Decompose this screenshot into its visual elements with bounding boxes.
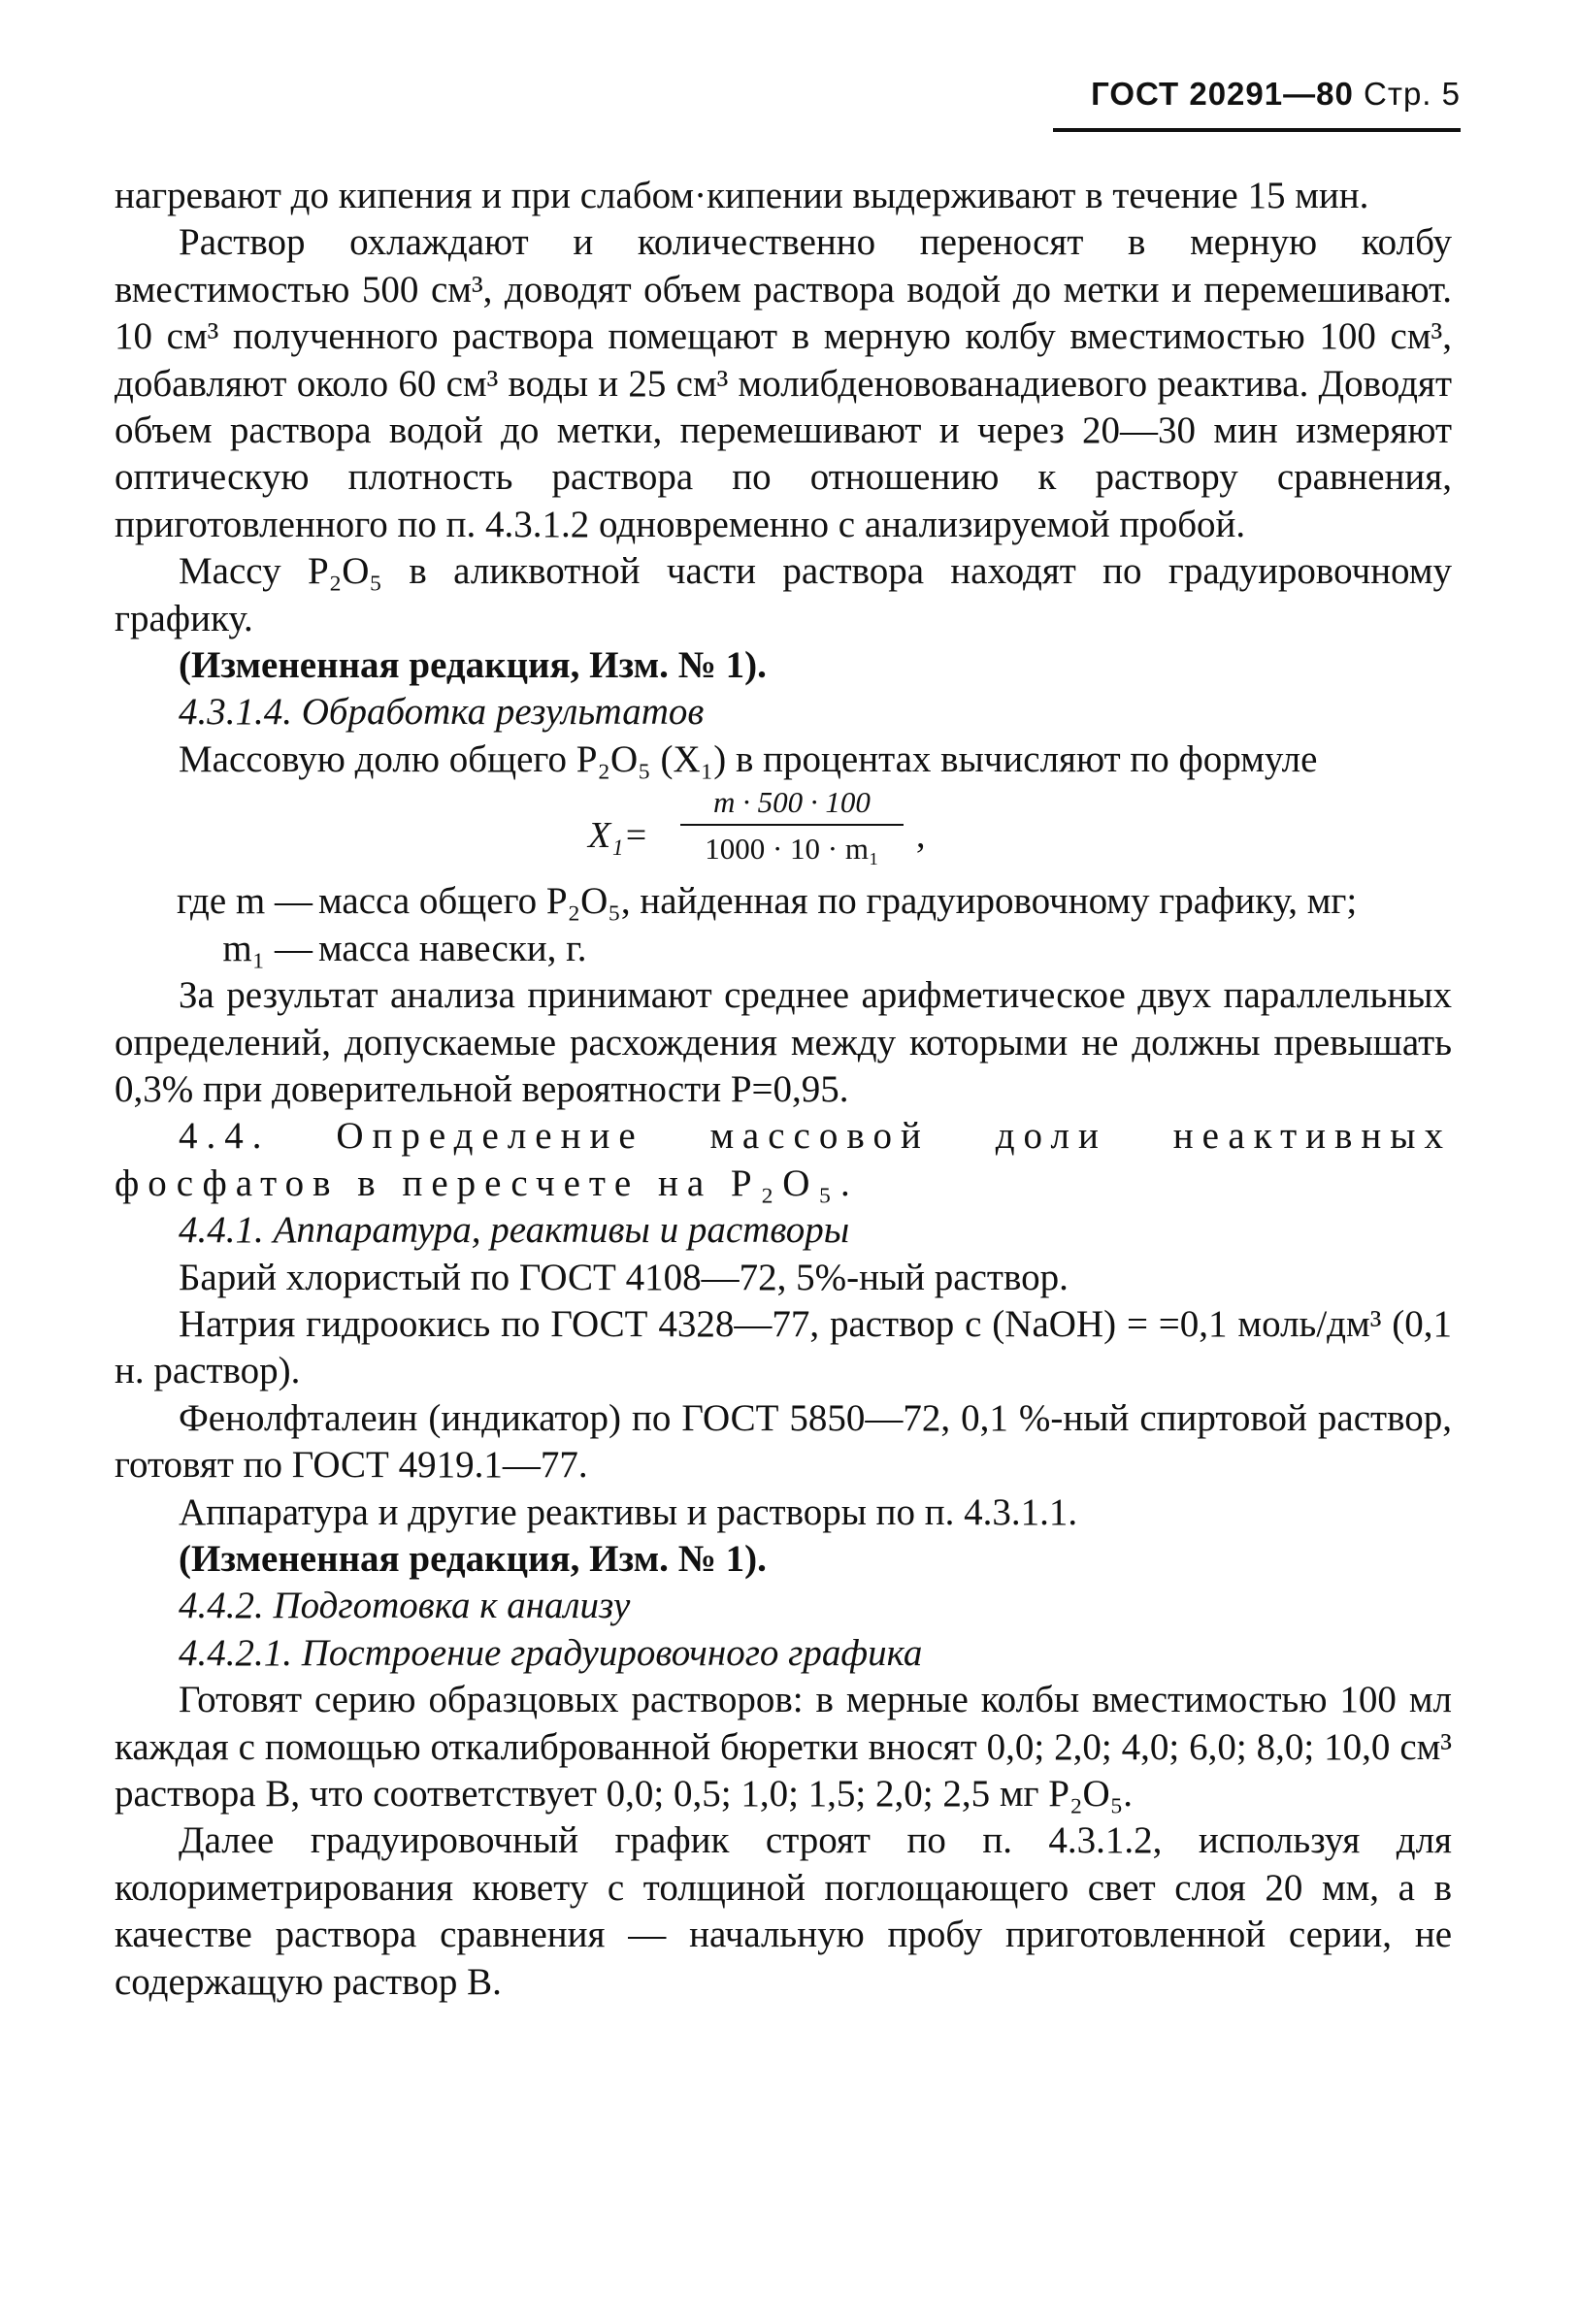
- paragraph: Фенолфталеин (индикатор) по ГОСТ 5850—72, 0,1 %-ный спиртовой раствор, готовят по ГОСТ 4919.1—77.: [115, 1396, 1452, 1487]
- paragraph: Далее градуировочный график строят по п. 4.3.1.2, используя для колориметрирования кювету с толщиной поглощающего свет слоя 20 мм, а в качестве раствора сравнения — начальную пробу приготовленной серии, не содержащую раствор В.: [115, 1819, 1452, 2003]
- amendment-note: (Измененная редакция, Изм. № 1).: [179, 1537, 767, 1580]
- section-heading: 4.4.1. Аппаратура, реактивы и растворы: [179, 1209, 850, 1252]
- variable-description: масса общего P₂O₅, найденная по градуировочному графику, мг;: [318, 880, 1358, 923]
- section-heading: 4.3.1.4. Обработка результатов: [179, 691, 705, 734]
- document-body: [115, 173, 1452, 2006]
- formula: [115, 783, 1452, 878]
- page-number: Стр. 5: [1364, 76, 1461, 112]
- variable-symbol: где m —: [176, 880, 313, 923]
- section-heading: 4.4.2. Подготовка к анализу: [179, 1585, 631, 1627]
- variable-description: масса навески, г.: [318, 927, 587, 969]
- formula-numerator: m · 500 · 100: [713, 785, 871, 820]
- formula-denominator: 1000 · 10 · m₁: [705, 832, 879, 867]
- variable-definition: [115, 878, 1452, 925]
- variable-definition: [115, 926, 1452, 972]
- page-header: [1091, 76, 1461, 113]
- paragraph: Натрия гидроокись по ГОСТ 4328—77, раствор с (NaOH) = =0,1 моль/дм³ (0,1 н. раствор).: [115, 1302, 1452, 1392]
- formula-trailing: ,: [916, 815, 926, 857]
- paragraph: Готовят серию образцовых растворов: в мерные колбы вместимостью 100 мл каждая с помощью откалиброванной бюретки вносят 0,0; 2,0; 4,0; 6,0; 8,0; 10,0 см³ раствора В, что соответствует 0,0; 0,5; 1,0; 1,5; 2,0; 2,5 мг P₂O₅.: [115, 1679, 1452, 1815]
- paragraph: Барий хлористый по ГОСТ 4108—72, 5%-ный раствор.: [179, 1256, 1069, 1298]
- header-rule: [1053, 128, 1461, 132]
- amendment-note: (Измененная редакция, Изм. № 1).: [179, 644, 767, 687]
- paragraph: Массовую долю общего P₂O₅ (X₁) в процентах вычисляют по формуле: [179, 737, 1318, 780]
- paragraph: Массу P₂O₅ в аликвотной части раствора находят по градуировочному графику.: [115, 550, 1452, 639]
- fraction-bar: [680, 824, 904, 826]
- paragraph: За результат анализа принимают среднее арифметическое двух параллельных определений, допускаемые расхождения между которыми не должны превышать 0,3% при доверительной вероятности P=0,95.: [115, 974, 1452, 1110]
- paragraph: Аппаратура и другие реактивы и растворы по п. 4.3.1.1.: [179, 1490, 1078, 1533]
- paragraph: нагревают до кипения и при слабом·кипении выдерживают в течение 15 мин.: [115, 175, 1369, 216]
- section-heading: 4.4. Определение массовой доли неактивных фосфатов в пересчете на P₂O₅.: [115, 1115, 1452, 1204]
- paragraph: Раствор охлаждают и количественно переносят в мерную колбу вместимостью 500 см³, доводят объем раствора водой до метки и перемешивают. 10 см³ полученного раствора помещают в мерную колбу вместимостью 100 см³, добавляют около 60 см³ воды и 25 см³ молибденовованадиевого реактива. Доводят объем раствора водой до метки, перемешивают и через 20—30 мин измеряют оптическую плотность раствора по отношению к раствору сравнения, приготовленного по п. 4.3.1.2 одновременно с анализируемой пробой.: [115, 221, 1452, 545]
- formula-fraction: [680, 783, 904, 868]
- section-heading: 4.4.2.1. Построение градуировочного графика: [179, 1631, 923, 1674]
- formula-lhs: X₁=: [588, 815, 649, 857]
- variable-symbol: m₁ —: [222, 927, 313, 969]
- doc-code: ГОСТ 20291—80: [1091, 76, 1354, 112]
